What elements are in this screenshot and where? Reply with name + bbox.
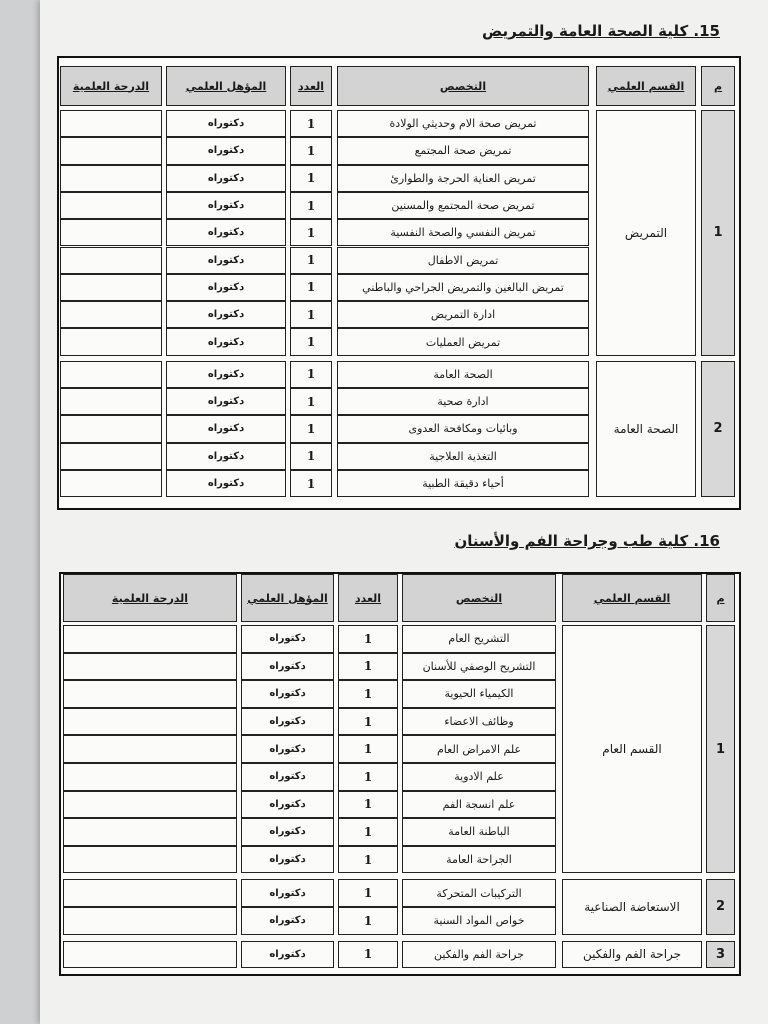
degree-cell — [63, 625, 237, 653]
column-header-count: العدد — [290, 66, 332, 106]
degree-cell — [60, 361, 162, 388]
degree-cell — [60, 247, 162, 274]
qualification-cell: دكتوراه — [166, 110, 286, 137]
column-header-department: القسم العلمي — [562, 574, 702, 622]
degree-cell — [60, 301, 162, 328]
column-header-specialization: التخصص — [337, 66, 589, 106]
degree-cell — [60, 137, 162, 164]
count-cell: 1 — [290, 192, 332, 219]
count-cell: 1 — [290, 274, 332, 301]
specialization-cell: علم الامراض العام — [402, 735, 556, 763]
specialization-cell: الباطنة العامة — [402, 818, 556, 846]
column-header-degree: الدرجة العلمية — [63, 574, 237, 622]
specialization-cell: الكيمياء الحيوية — [402, 680, 556, 708]
qualification-cell: دكتوراه — [166, 192, 286, 219]
count-cell: 1 — [338, 879, 398, 907]
degree-cell — [63, 818, 237, 846]
degree-cell — [63, 763, 237, 791]
degree-cell — [60, 328, 162, 355]
degree-cell — [60, 415, 162, 442]
row-index: 2 — [706, 879, 735, 934]
specialization-cell: تمريض النفسي والصحة النفسية — [337, 219, 589, 246]
degree-cell — [63, 680, 237, 708]
qualification-cell: دكتوراه — [166, 165, 286, 192]
qualification-cell: دكتوراه — [166, 247, 286, 274]
qualification-cell: دكتوراه — [241, 763, 334, 791]
count-cell: 1 — [338, 653, 398, 681]
degree-cell — [63, 879, 237, 907]
count-cell: 1 — [290, 361, 332, 388]
specialization-cell: تمريض البالغين والتمريض الجراحي والباطني — [337, 274, 589, 301]
qualification-cell: دكتوراه — [166, 328, 286, 355]
row-index: 1 — [706, 625, 735, 873]
specialization-cell: التشريح الوصفي للأسنان — [402, 653, 556, 681]
qualification-cell: دكتوراه — [166, 470, 286, 497]
column-header-specialization: التخصص — [402, 574, 556, 622]
count-cell: 1 — [338, 735, 398, 763]
specialization-cell: علم انسجة الفم — [402, 791, 556, 819]
specialization-cell: خواص المواد السنية — [402, 907, 556, 935]
degree-cell — [63, 708, 237, 736]
degree-cell — [60, 470, 162, 497]
degree-cell — [63, 791, 237, 819]
section-title: 15. كلية الصحة العامة والتمريض — [482, 22, 720, 40]
row-index: 2 — [701, 361, 735, 498]
specialization-cell: تمريض صحة الام وحديثي الولادة — [337, 110, 589, 137]
specialization-cell: التغذية العلاجية — [337, 443, 589, 470]
count-cell: 1 — [290, 415, 332, 442]
qualification-cell: دكتوراه — [166, 443, 286, 470]
degree-cell — [60, 274, 162, 301]
department-cell: الصحة العامة — [596, 361, 696, 498]
count-cell: 1 — [338, 846, 398, 874]
qualification-cell: دكتوراه — [241, 879, 334, 907]
department-cell: القسم العام — [562, 625, 702, 873]
count-cell: 1 — [338, 907, 398, 935]
qualification-cell: دكتوراه — [241, 907, 334, 935]
specialization-cell: التشريح العام — [402, 625, 556, 653]
qualification-cell: دكتوراه — [241, 625, 334, 653]
count-cell: 1 — [338, 941, 398, 969]
qualification-cell: دكتوراه — [241, 941, 334, 969]
specialization-cell: تمريض صحة المجتمع والمسنين — [337, 192, 589, 219]
degree-cell — [60, 110, 162, 137]
row-index: 1 — [701, 110, 735, 356]
degree-cell — [60, 388, 162, 415]
degree-cell — [60, 192, 162, 219]
count-cell: 1 — [290, 247, 332, 274]
count-cell: 1 — [338, 791, 398, 819]
count-cell: 1 — [290, 301, 332, 328]
degree-cell — [60, 443, 162, 470]
degree-cell — [60, 219, 162, 246]
qualification-cell: دكتوراه — [166, 361, 286, 388]
specialization-cell: تمريض العمليات — [337, 328, 589, 355]
qualification-cell: دكتوراه — [166, 274, 286, 301]
qualification-cell: دكتوراه — [241, 791, 334, 819]
department-cell: التمريض — [596, 110, 696, 356]
qualification-cell: دكتوراه — [241, 708, 334, 736]
count-cell: 1 — [290, 470, 332, 497]
specialization-cell: أحياء دقيقة الطبية — [337, 470, 589, 497]
qualification-cell: دكتوراه — [166, 415, 286, 442]
specialization-cell: الصحة العامة — [337, 361, 589, 388]
count-cell: 1 — [338, 763, 398, 791]
column-header-qualification: المؤهل العلمي — [166, 66, 286, 106]
count-cell: 1 — [338, 708, 398, 736]
column-header-department: القسم العلمي — [596, 66, 696, 106]
qualification-cell: دكتوراه — [166, 301, 286, 328]
qualification-cell: دكتوراه — [166, 137, 286, 164]
count-cell: 1 — [290, 219, 332, 246]
degree-cell — [63, 941, 237, 969]
specialization-cell: التركيبات المتحركة — [402, 879, 556, 907]
count-cell: 1 — [290, 443, 332, 470]
specialization-cell: تمريض العناية الحرجة والطوارئ — [337, 165, 589, 192]
count-cell: 1 — [290, 388, 332, 415]
count-cell: 1 — [290, 110, 332, 137]
row-index: 3 — [706, 941, 735, 969]
specialization-cell: تمريض الاطفال — [337, 247, 589, 274]
qualification-cell: دكتوراه — [166, 388, 286, 415]
degree-cell — [63, 907, 237, 935]
specialization-cell: علم الادوية — [402, 763, 556, 791]
specialization-cell: ادارة التمريض — [337, 301, 589, 328]
specialization-cell: وبائيات ومكافحة العدوى — [337, 415, 589, 442]
qualification-cell: دكتوراه — [241, 818, 334, 846]
degree-cell — [63, 846, 237, 874]
column-header-count: العدد — [338, 574, 398, 622]
degree-cell — [63, 653, 237, 681]
qualification-cell: دكتوراه — [241, 846, 334, 874]
specialization-cell: جراحة الفم والفكين — [402, 941, 556, 969]
column-header-index: م — [701, 66, 735, 106]
count-cell: 1 — [338, 680, 398, 708]
count-cell: 1 — [290, 165, 332, 192]
count-cell: 1 — [290, 328, 332, 355]
count-cell: 1 — [338, 818, 398, 846]
qualification-cell: دكتوراه — [241, 735, 334, 763]
qualification-cell: دكتوراه — [241, 653, 334, 681]
specialization-cell: ادارة صحية — [337, 388, 589, 415]
specialization-cell: وظائف الاعضاء — [402, 708, 556, 736]
count-cell: 1 — [338, 625, 398, 653]
department-cell: جراحة الفم والفكين — [562, 941, 702, 969]
column-header-qualification: المؤهل العلمي — [241, 574, 334, 622]
column-header-index: م — [706, 574, 735, 622]
qualification-cell: دكتوراه — [241, 680, 334, 708]
section-title: 16. كلية طب وجراحة الفم والأسنان — [454, 532, 720, 550]
degree-cell — [60, 165, 162, 192]
qualification-cell: دكتوراه — [166, 219, 286, 246]
specialization-cell: تمريض صحة المجتمع — [337, 137, 589, 164]
department-cell: الاستعاضة الصناعية — [562, 879, 702, 934]
column-header-degree: الدرجة العلمية — [60, 66, 162, 106]
specialization-cell: الجراحة العامة — [402, 846, 556, 874]
count-cell: 1 — [290, 137, 332, 164]
degree-cell — [63, 735, 237, 763]
